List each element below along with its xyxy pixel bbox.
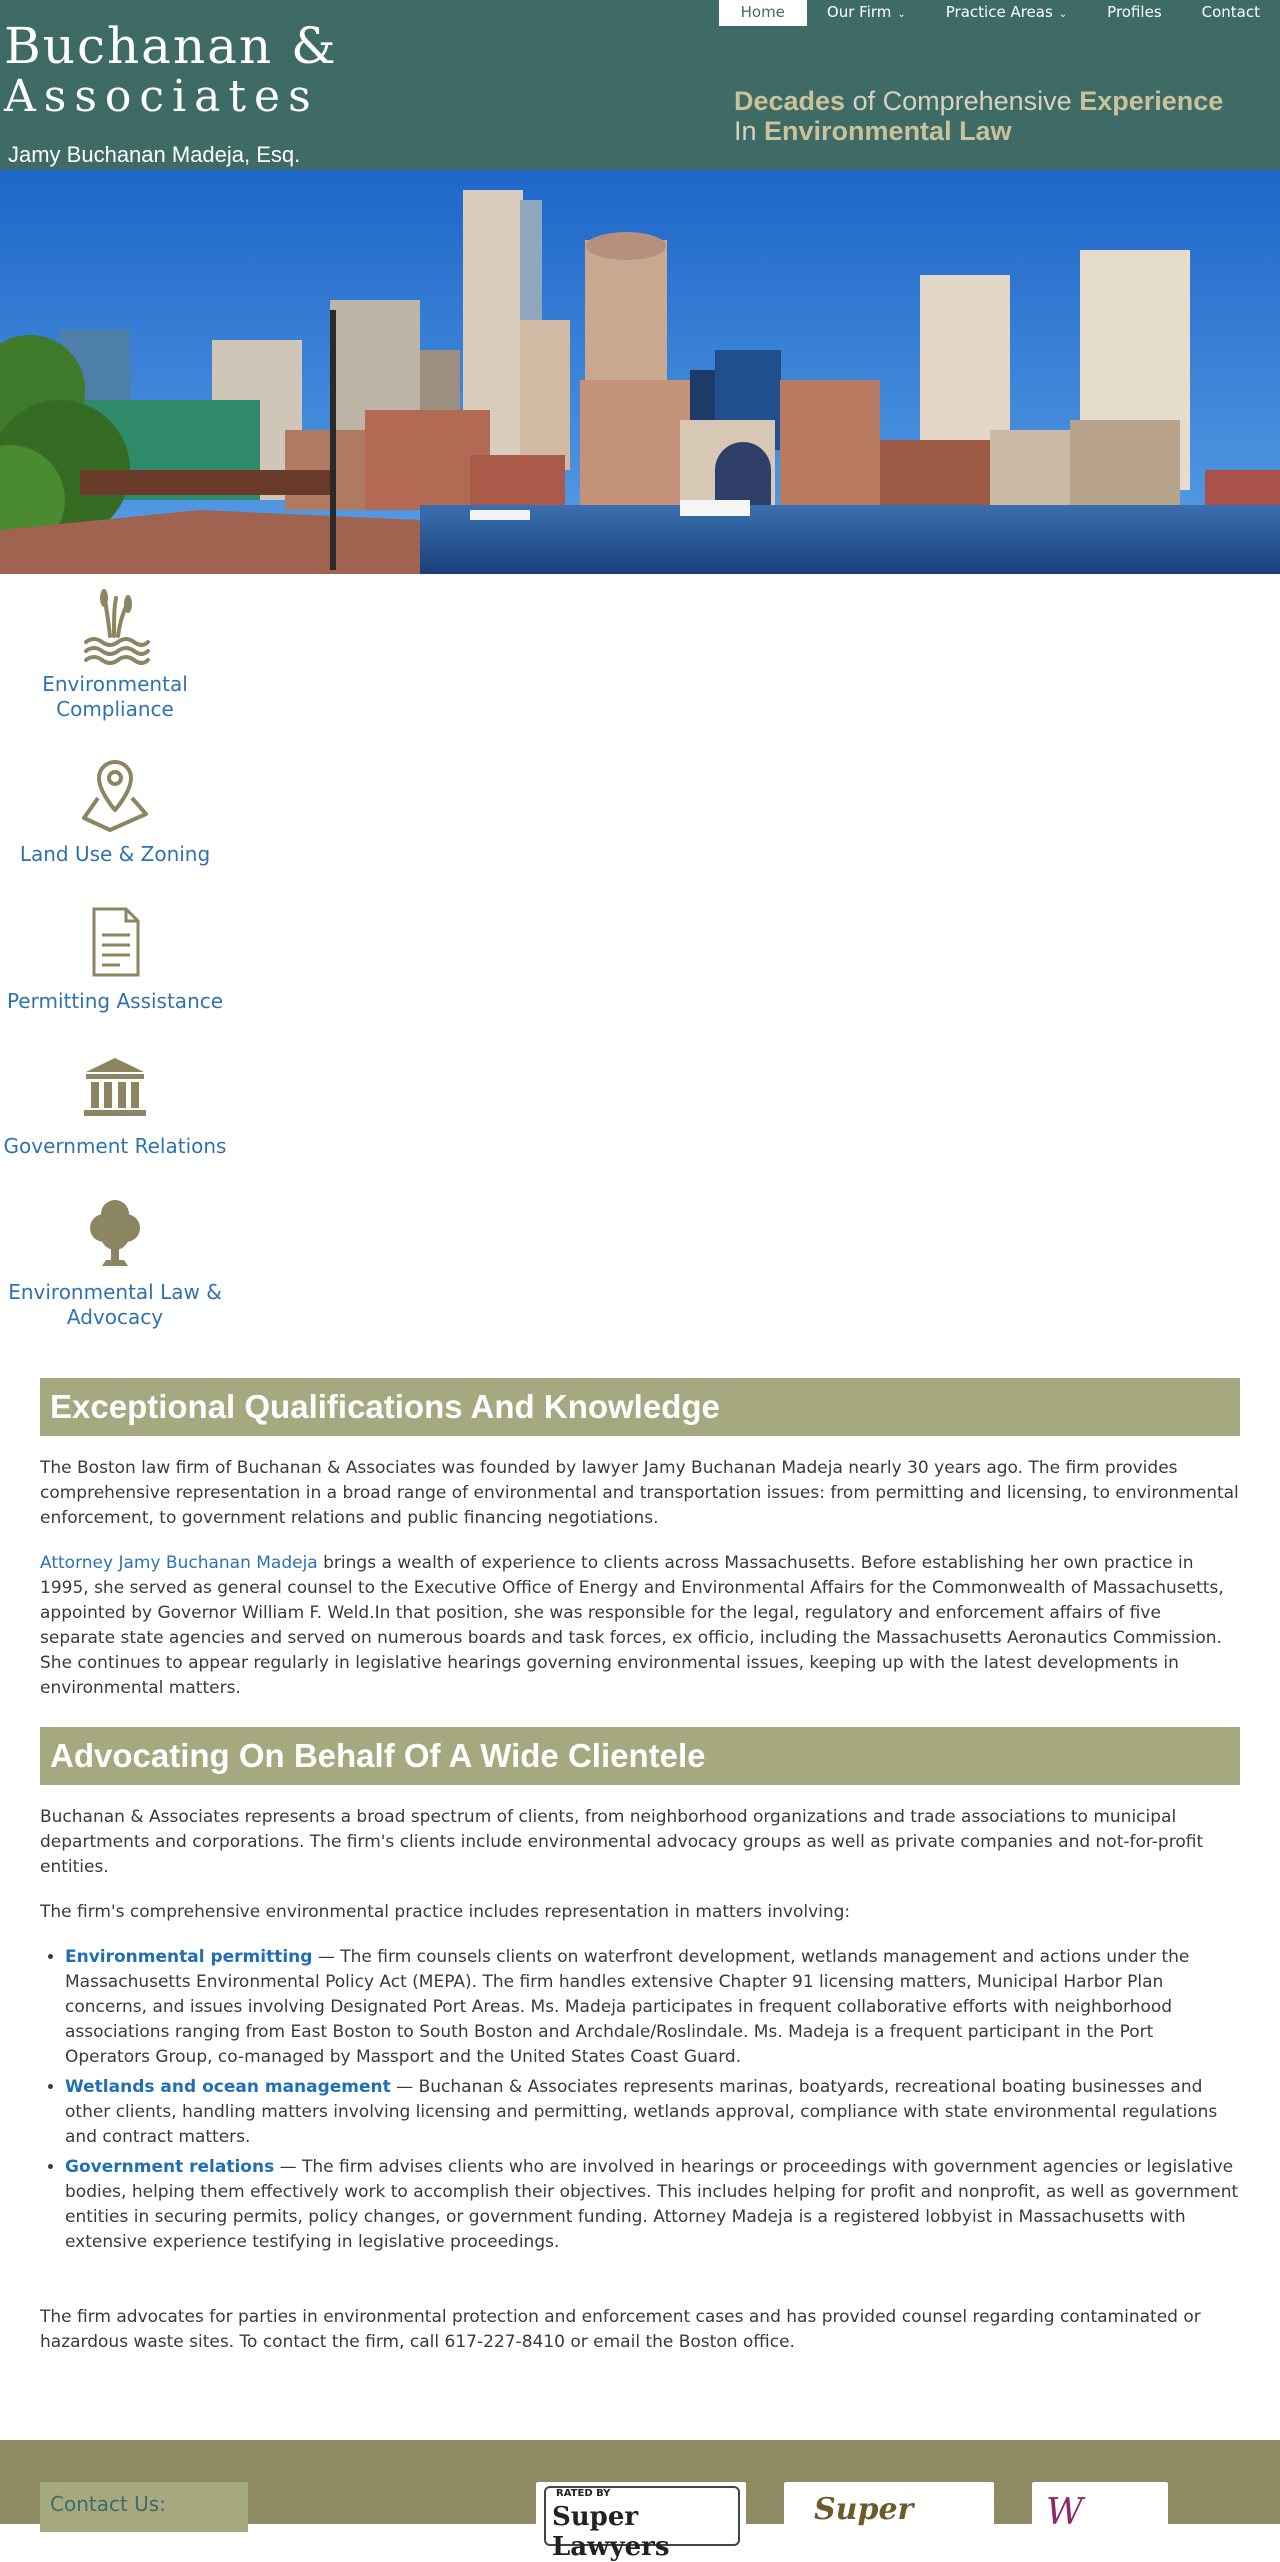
map-pin-icon	[80, 758, 150, 834]
tagline-word: Decades	[734, 86, 846, 116]
nav-label: Profiles	[1107, 3, 1162, 21]
badge-text: Super	[814, 2492, 914, 2527]
boston-skyline-illustration	[0, 170, 1280, 574]
nav-label: Home	[740, 3, 785, 21]
contact-us-heading: Contact Us:	[40, 2482, 248, 2532]
main-nav	[719, 0, 1280, 26]
logo-title-line2[interactable]: Associates	[4, 71, 319, 122]
logo-title[interactable]: Buchanan &	[4, 17, 338, 75]
practice-label: Environmental Compliance	[42, 672, 188, 721]
tagline-word: In	[734, 116, 765, 146]
paragraph	[40, 1551, 1240, 1701]
nav-label: Our Firm	[826, 3, 892, 21]
section-heading: Advocating On Behalf Of A Wide Clientele	[40, 1727, 1240, 1785]
document-icon	[80, 905, 150, 981]
nav-label: Contact	[1201, 3, 1260, 21]
list-item	[65, 1945, 1240, 2070]
nav-our-firm[interactable]	[807, 0, 926, 26]
hero-skyline-image	[0, 170, 1280, 574]
paragraph: The Boston law firm of Buchanan & Associates was founded by lawyer Jamy Buchanan Madeja nearly 30 years ago. The firm provides comprehensive representation in a broad range of environmental and transportation issues: from permitting and licensing, to environmental enforcement, to government relations and public financing negotiations.	[40, 1458, 1239, 1528]
practice-label: Government Relations	[3, 1134, 227, 1158]
practice-environmental-law-advocacy[interactable]	[0, 1196, 230, 1330]
nav-home[interactable]	[719, 0, 807, 26]
nav-practice-areas[interactable]	[926, 0, 1087, 26]
attorney-profile-link[interactable]: Attorney Jamy Buchanan Madeja	[40, 1553, 318, 1573]
practice-environmental-compliance[interactable]	[0, 588, 230, 722]
chevron-down-icon: ⌄	[897, 9, 906, 20]
nav-contact[interactable]	[1182, 0, 1280, 26]
practice-permitting-assistance[interactable]	[0, 905, 230, 1014]
badge-text: W	[1046, 2492, 1084, 2533]
chevron-down-icon: ⌄	[1058, 9, 1068, 20]
practice-land-use-zoning[interactable]	[0, 758, 230, 867]
practice-list	[40, 1945, 1240, 2255]
list-item-lead: Environmental permitting	[65, 1947, 313, 1967]
paragraph: Buchanan & Associates represents a broad spectrum of clients, from neighborhood organizations and trade associations to municipal departments and corporations. The firm's clients include environmental advocacy groups as well as private companies and not-for-profit entities.	[40, 1807, 1204, 1877]
women-badge[interactable]	[1032, 2482, 1168, 2542]
practice-government-relations[interactable]	[0, 1050, 230, 1159]
section-heading: Exceptional Qualifications And Knowledge	[40, 1378, 1240, 1436]
paragraph: The firm advocates for parties in environmental protection and enforcement cases and has provided counsel regarding contaminated or hazardous waste sites. To contact the firm, call 617-227-8410 or email the Boston office.	[40, 2307, 1201, 2352]
super-lawyers-badge[interactable]	[536, 2482, 746, 2562]
practice-label: Permitting Assistance	[6, 989, 224, 1013]
list-item-text: — The firm counsels clients on waterfront development, wetlands management and actions under the Massachusetts Environmental Policy Act (MEPA). The firm handles extensive Chapter 91 licensing matters, Municipal Harbor Plan concerns, and issues involving Designated Port Areas. Ms. Madeja participates in frequent collaborative efforts with neighborhood associations ranging from East Boston to South Boston and Archdale/Roslindale. Ms. Madeja is a frequent participant in the Port Operators Group, co-managed by Massport and the United States Coast Guard.	[65, 1947, 1190, 2067]
nav-label: Practice Areas	[945, 3, 1053, 21]
list-item-text: — Buchanan & Associates represents marinas, boatyards, recreational boating businesses and other clients, handling matters involving licensing and permitting, wetlands approval, compliance with state environmental regulations and contract matters.	[65, 2077, 1218, 2147]
practice-label: Land Use & Zoning	[19, 842, 211, 866]
tagline-word: of Comprehensive	[845, 86, 1080, 116]
main-content	[40, 1378, 1240, 2355]
super-badge[interactable]	[784, 2482, 994, 2542]
nav-profiles[interactable]	[1087, 0, 1181, 26]
list-item	[65, 2075, 1240, 2150]
government-building-icon	[80, 1050, 150, 1126]
paragraph-text: brings a wealth of experience to clients across Massachusetts. Before establishing her own practice in 1995, she served as general counsel to the Executive Office of Energy and Environmental Affairs for the Commonwealth of Massachusetts, appointed by Governor William F. Weld.In that position, she was responsible for the legal, regulatory and enforcement affairs of five separate state agencies and served on numerous boards and task forces, ex officio, including the Massachusetts Aeronautics Commission. She continues to appear regularly in legislative hearings governing environmental issues, keeping up with the latest developments in environmental matters.	[40, 1553, 1224, 1698]
list-item-text: — The firm advises clients who are involved in hearings or proceedings with government agencies or legislative bodies, helping them effectively work to accomplish their objectives. This includes helping for profit and nonprofit, as well as government entities in securing permits, policy changes, or government funding. Attorney Madeja is a registered lobbyist in Massachusetts with extensive experience testifying in legislative proceedings.	[65, 2157, 1239, 2252]
site-header	[0, 0, 1280, 170]
site-footer	[0, 2440, 1280, 2562]
tagline-word: Experience	[1079, 86, 1224, 116]
logo-subtitle: Jamy Buchanan Madeja, Esq.	[8, 142, 301, 167]
badge-text: Super Lawyers	[552, 2502, 670, 2562]
list-item-lead: Wetlands and ocean management	[65, 2077, 391, 2097]
tree-icon	[80, 1196, 150, 1272]
wetlands-reeds-icon	[80, 588, 150, 664]
list-item-lead: Government relations	[65, 2157, 275, 2177]
practice-label: Environmental Law & Advocacy	[8, 1280, 222, 1329]
header-tagline	[734, 86, 1223, 146]
paragraph: The firm's comprehensive environmental practice includes representation in matters involving:	[40, 1902, 851, 1922]
badge-text: RATED BY	[556, 2488, 611, 2499]
list-item	[65, 2155, 1240, 2255]
tagline-word: Environmental Law	[764, 116, 1012, 146]
